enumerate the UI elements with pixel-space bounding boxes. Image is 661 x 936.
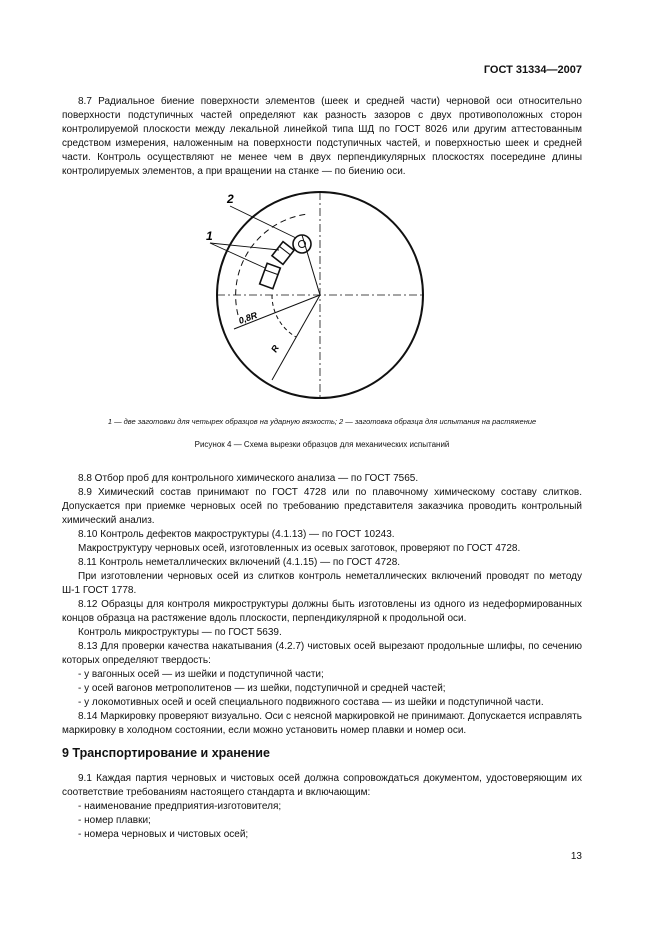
paragraph-8-14: 8.14 Маркировку проверяют визуально. Оси с неясной маркировкой не принимают. Допускается исправлять маркировку в холодном состоянии, если можно установить номер плавки и номер оси. <box>62 711 582 736</box>
paragraph-8-11-b: При изготовлении черновых осей из слитков контроль неметаллических включений проводят по методу Ш-1 ГОСТ 1778. <box>62 571 582 596</box>
figure-legend: 1 — две заготовки для четырех образцов на ударную вязкость; 2 — заготовка образца для испытания на растяжение <box>107 417 537 426</box>
paragraph-8-12: 8.12 Образцы для контроля микроструктуры должны быть изготовлены из одного из недеформированных концов образца на растяжение вдоль плоскости, перпендикулярной к продольной оси. <box>62 599 582 624</box>
cutting-scheme-diagram <box>190 188 450 410</box>
paragraph-8-7: 8.7 Радиальное биение поверхности элементов (шеек и средней части) черновой оси относительно поверхности подступичных частей определяют как разность зазоров с двух противоположных сторон контролируемой плоскости между лекальной линейкой типа ШД по ГОСТ 8026 или другим аттестованным средством измерения, наложенным на поверхности подступичных частей, и поверхностью шеек и средней части. Контроль осуществляют не менее чем в двух перпендикулярных плоскостях посередине длины контролируемых элементов, а при вращении на станке — по биению оси. <box>62 96 582 177</box>
paragraph-8-8: 8.8 Отбор проб для контрольного химического анализа — по ГОСТ 7565. <box>78 473 419 484</box>
paragraph-8-12-b: Контроль микроструктуры — по ГОСТ 5639. <box>78 627 282 638</box>
leader-1a <box>210 243 265 268</box>
leader-1b <box>210 243 279 250</box>
paragraph-8-9: 8.9 Химический состав принимают по ГОСТ 4728 или по плавочному химическому составу слитков. Допускается при приемке черновых осей по требованию представителя заказчика проводить контрольный химический анализ. <box>62 487 582 526</box>
radius-r-line <box>272 295 320 380</box>
angle-arc <box>272 295 296 337</box>
label-r: R <box>269 343 281 354</box>
list-item: - у локомотивных осей и осей специального подвижного состава — из шейки и подступичной части. <box>78 697 544 708</box>
list-item: - номера черновых и чистовых осей; <box>78 829 249 840</box>
document-id: ГОСТ 31334—2007 <box>483 64 582 76</box>
list-item: - номер плавки; <box>78 815 151 826</box>
paragraph-8-11: 8.11 Контроль неметаллических включений (4.1.15) — по ГОСТ 4728. <box>78 557 401 568</box>
impact-blank-upper <box>272 242 294 265</box>
paragraph-8-10: 8.10 Контроль дефектов макроструктуры (4.1.13) — по ГОСТ 10243. <box>78 529 395 540</box>
list-item: - у вагонных осей — из шейки и подступичной части; <box>78 669 324 680</box>
paragraph-8-13: 8.13 Для проверки качества накатывания (4.2.7) чистовых осей вырезают продольные шлифы, по сечению которых определяют твердость: <box>62 641 582 666</box>
list-item: - наименование предприятия-изготовителя; <box>78 801 282 812</box>
figure-title: Рисунок 4 — Схема вырезки образцов для механических испытаний <box>194 440 450 449</box>
figure-4 <box>190 188 450 415</box>
label-0-8r: 0,8R <box>237 309 259 326</box>
leader-2 <box>230 206 296 238</box>
page-number: 13 <box>570 851 582 862</box>
list-item: - у осей вагонов метрополитенов — из шейки, подступичной и средней частей; <box>78 683 446 694</box>
label-1: 1 <box>206 229 213 243</box>
paragraph-9-1: 9.1 Каждая партия черновых и чистовых осей должна сопровождаться документом, удостоверяющим их соответствие требованиям настоящего стандарта и включающим: <box>62 773 582 798</box>
section-heading: 9 Транспортирование и хранение <box>62 746 270 760</box>
label-2: 2 <box>227 192 234 206</box>
paragraph-8-10-b: Макроструктуру черновых осей, изготовленных из осевых заготовок, проверяют по ГОСТ 4728. <box>78 543 521 554</box>
